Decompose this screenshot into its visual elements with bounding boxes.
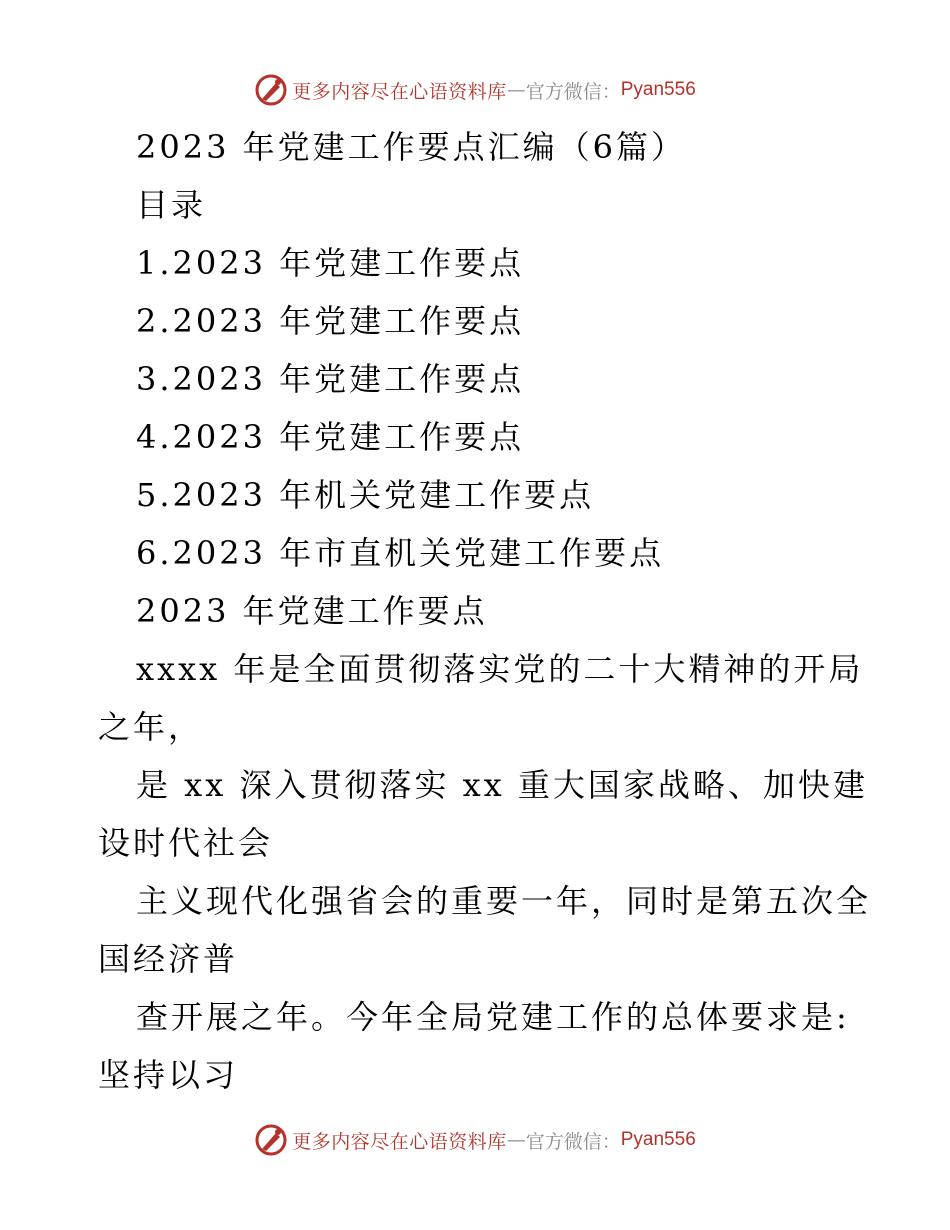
footer-watermark xyxy=(0,1120,950,1160)
paragraph-line: 之年， xyxy=(98,708,204,746)
paragraph-line: 国经济普 xyxy=(98,940,239,978)
toc-item: 6.2023 年市直机关党建工作要点 xyxy=(136,534,665,572)
paragraph-line: 坚持以习 xyxy=(98,1056,239,1094)
document-body xyxy=(98,118,872,1104)
watermark-wechat-label: 官方微信： xyxy=(525,80,621,103)
paragraph-line: 是 xx 深入贯彻落实 xx 重大国家战略、加快建 xyxy=(136,766,868,804)
paragraph-line: xxxx 年是全面贯彻落实党的二十大精神的开局 xyxy=(136,650,864,688)
paragraph-line: 设时代社会 xyxy=(98,824,274,862)
toc-item: 2.2023 年党建工作要点 xyxy=(136,302,525,340)
toc-item: 1.2023 年党建工作要点 xyxy=(136,244,525,282)
paragraph-line: 主义现代化强省会的重要一年，同时是第五次全 xyxy=(136,882,872,920)
document-title: 2023 年党建工作要点汇编（6篇） xyxy=(136,128,686,166)
watermark-separator: — xyxy=(506,1129,526,1151)
pen-logo-icon xyxy=(254,1123,288,1157)
toc-item: 3.2023 年党建工作要点 xyxy=(136,360,525,398)
watermark-separator: — xyxy=(506,79,526,101)
section-title: 2023 年党建工作要点 xyxy=(136,592,488,630)
pen-logo-icon xyxy=(254,73,288,107)
watermark-brand: 更多内容尽在心语资料库 xyxy=(292,1130,507,1153)
watermark-wechat-label: 官方微信： xyxy=(525,1130,621,1153)
header-watermark xyxy=(0,70,950,110)
toc-item: 5.2023 年机关党建工作要点 xyxy=(136,476,595,514)
toc-item: 4.2023 年党建工作要点 xyxy=(136,418,525,456)
toc-heading: 目录 xyxy=(136,186,207,224)
watermark-wechat-id: Pyan556 xyxy=(620,1129,696,1150)
watermark-brand: 更多内容尽在心语资料库 xyxy=(292,80,507,103)
watermark-wechat-id: Pyan556 xyxy=(620,79,696,100)
paragraph-line: 查开展之年。今年全局党建工作的总体要求是: xyxy=(136,998,850,1036)
